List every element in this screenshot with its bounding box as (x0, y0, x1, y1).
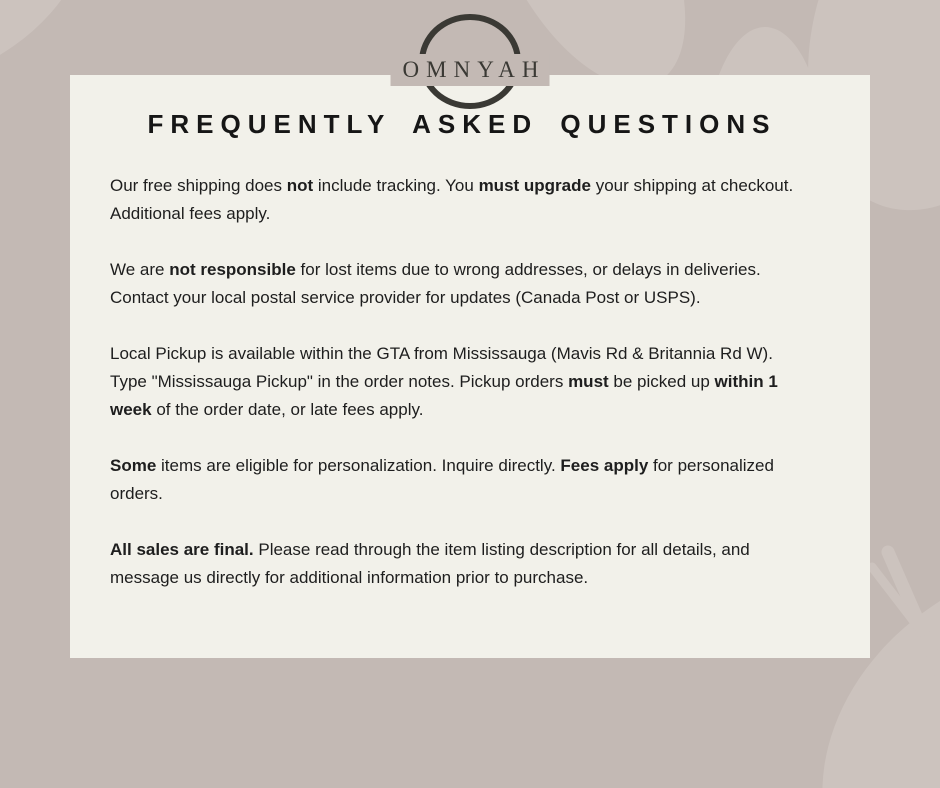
faq-text-bold: must upgrade (478, 176, 591, 195)
faq-paragraph (110, 452, 814, 508)
faq-text: be picked up (608, 372, 715, 391)
faq-text: for personalized orders. (110, 456, 774, 503)
faq-card (70, 75, 870, 658)
faq-text: Local Pickup is available within the GTA from Mississauga (Mavis Rd & Britannia Rd W). Type "Mississauga Pickup" in the order notes. Pickup orders (110, 344, 773, 391)
faq-paragraphs (110, 172, 814, 592)
faq-text: of the order date, or late fees apply. (151, 400, 424, 419)
faq-text-bold: not (286, 176, 314, 195)
faq-text-bold: within 1 week (110, 372, 778, 419)
faq-text: your shipping at checkout. Additional fees apply. (110, 176, 794, 223)
faq-text: for lost items due to wrong addresses, or delays in deliveries. Contact your local postal service provider for updates (Canada Post or USPS). (110, 260, 761, 307)
faq-text: Please read through the item listing description for all details, and message us directly for additional information prior to purchase. (110, 540, 750, 587)
faq-paragraph (110, 536, 814, 592)
faq-text: include tracking. You (313, 176, 479, 195)
faq-paragraph (110, 256, 814, 312)
faq-text: items are eligible for personalization. Inquire directly. (156, 456, 561, 475)
faq-text-bold: must (568, 372, 609, 391)
faq-text-bold: All sales are final. (110, 540, 254, 559)
faq-paragraph (110, 340, 814, 424)
logo-brand-name: OMNYAH (391, 54, 550, 86)
faq-text-bold: Some (110, 456, 157, 475)
omnyah-logo (370, 12, 570, 128)
page-title: FREQUENTLY ASKED QUESTIONS (147, 109, 777, 139)
faq-text: Our free shipping does (110, 176, 287, 195)
faq-text: We are (110, 260, 170, 279)
faq-paragraph (110, 172, 814, 228)
faq-text-bold: Fees apply (560, 456, 649, 475)
faq-text-bold: not responsible (169, 260, 296, 279)
